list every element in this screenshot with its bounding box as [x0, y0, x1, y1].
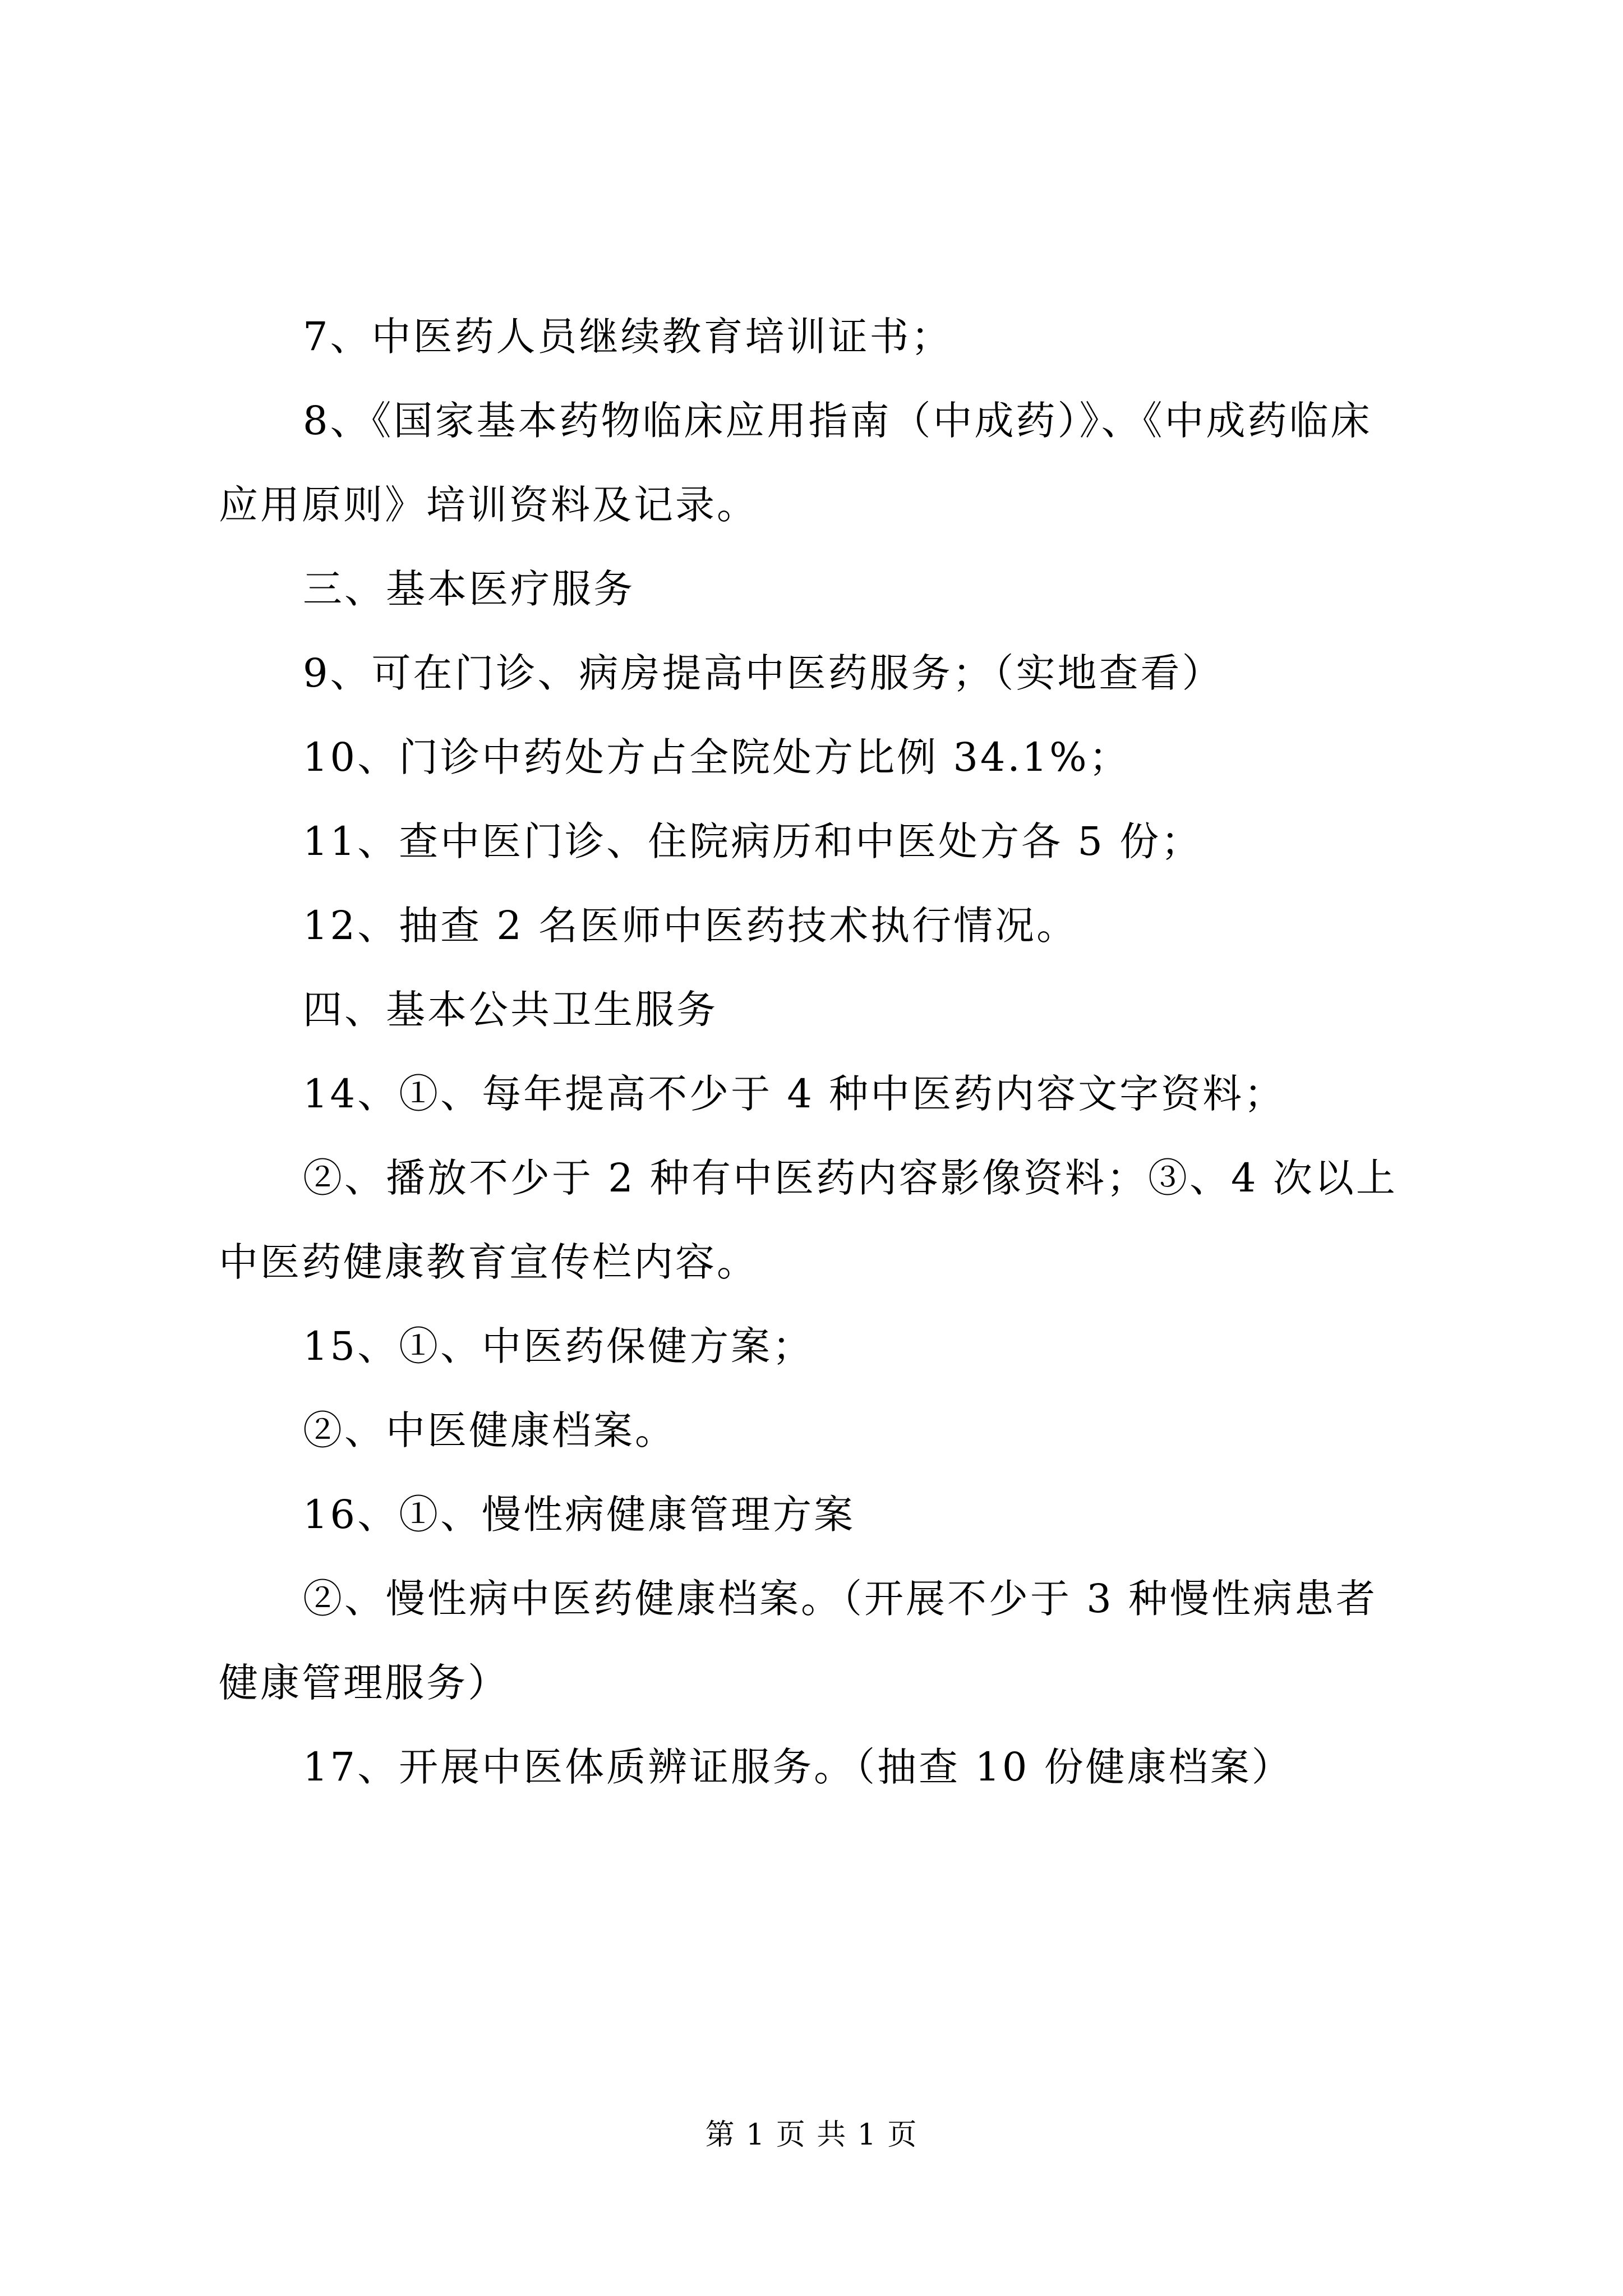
- text-line-item-10: 10、门诊中药处方占全院处方比例 34.1%；: [303, 734, 1131, 780]
- text-line-item-14: 14、①、每年提高不少于 4 种中医药内容文字资料；: [303, 1071, 1286, 1117]
- text-line-item-17: 17、开展中医体质辨证服务。（抽查 10 份健康档案）: [303, 1744, 1293, 1790]
- text-line-item-16-sub: ②、慢性病中医药健康档案。（开展不少于 3 种慢性病患者: [303, 1576, 1378, 1622]
- text-line-item-11: 11、查中医门诊、住院病历和中医处方各 5 份；: [303, 818, 1203, 864]
- text-line-item-8-continued: 应用原则》培训资料及记录。: [219, 482, 758, 528]
- text-line-item-16: 16、①、慢性病健康管理方案: [303, 1492, 856, 1538]
- text-line-item-9: 9、可在门诊、病房提高中医药服务；（实地查看）: [303, 650, 1224, 696]
- text-line-item-16-continued: 健康管理服务）: [219, 1660, 509, 1706]
- text-line-item-15-sub: ②、中医健康档案。: [303, 1407, 676, 1453]
- text-line-item-14-continued: 中医药健康教育宣传栏内容。: [219, 1239, 758, 1285]
- section-heading-3: 三、基本医疗服务: [303, 566, 635, 612]
- text-line-item-8: 8、《国家基本药物临床应用指南（中成药）》、《中成药临床: [303, 398, 1372, 444]
- text-line-item-14-sub: ②、播放不少于 2 种有中医药内容影像资料；③、4 次以上: [303, 1155, 1398, 1201]
- text-line-item-12: 12、抽查 2 名医师中医药技术执行情况。: [303, 903, 1078, 949]
- section-heading-4: 四、基本公共卫生服务: [303, 987, 718, 1033]
- text-line-item-15: 15、①、中医药保健方案；: [303, 1323, 814, 1369]
- text-line-item-7: 7、中医药人员继续教育培训证书；: [303, 314, 953, 360]
- page-number-footer: 第 1 页 共 1 页: [705, 2118, 918, 2152]
